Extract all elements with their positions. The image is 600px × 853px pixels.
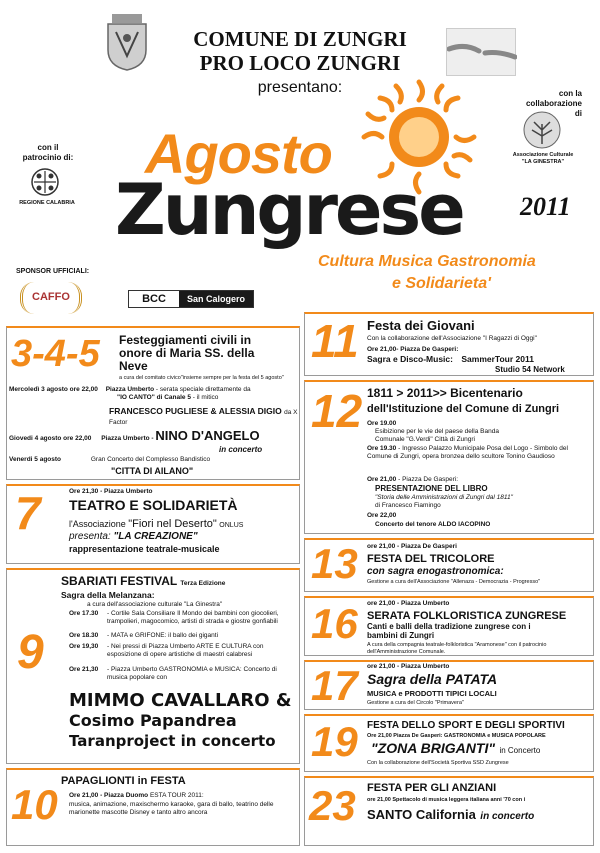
event-3-4-5-number: 3-4-5 — [11, 333, 100, 375]
event-19 — [304, 714, 594, 772]
event-23-title: FESTA PER GLI ANZIANI — [367, 782, 497, 794]
event-12-t3-row — [367, 476, 587, 484]
event-7-presenta — [69, 531, 198, 542]
event-7 — [6, 484, 300, 564]
event-10-tour: ESTA TOUR 2011: — [149, 792, 204, 799]
day3-name: "CITTA DI AILANO" — [111, 466, 194, 476]
event-19-number: 19 — [311, 718, 358, 765]
event-13-sub: con sagra enogastronomica: — [367, 566, 504, 577]
bcc-text: BCC — [129, 291, 179, 307]
presenta-label: presenta: — [69, 531, 111, 542]
event-10-desc: musica, animazione, maxischermo karaoke, gara di ballo, teatrino delle marionette mascotte Disney e tanto altro ancora — [69, 801, 274, 816]
event-12-t3: Ore 21,00 — [367, 476, 397, 483]
event-17-sub: MUSICA e PRODOTTI TIPICI LOCALI — [367, 689, 497, 698]
event-11-collab: Con la collaborazione dell'Associazione "I Ragazzi di Oggi" — [367, 335, 537, 342]
title-word-agosto: Agosto — [145, 122, 332, 185]
schedule-text: - MATA e GRIFONE: il ballo dei giganti — [107, 632, 219, 639]
schedule-row — [69, 610, 297, 632]
sponsor-label: SPONSOR UFFICIALI: — [16, 268, 90, 275]
title-word-zungrese: Zungrese — [115, 169, 463, 251]
assoc-pre: l'Associazione — [69, 519, 126, 529]
day3-text: Gran Concerto del Complesso Bandistico — [90, 456, 211, 463]
event-12-t3-text: - Piazza De Gasperi: — [398, 476, 459, 483]
event-9 — [6, 568, 300, 764]
day2-name: NINO D'ANGELO — [155, 428, 260, 443]
schedule-text: - Piazza Umberto GASTRONOMIA e MUSICA: Concerto di musica popolare con — [107, 666, 277, 681]
event-12-title1: 1811 > 2011>> Bicentenario — [367, 386, 523, 400]
day1-show2: - il mitico — [192, 394, 219, 401]
event-13-title: FESTA DEL TRICOLORE — [367, 553, 495, 565]
day1-factor: da X Factor — [109, 409, 298, 426]
collab-name: Associazione Culturale "LA GINESTRA" — [512, 152, 574, 165]
header-line-1: COMUNE DI ZUNGRI — [193, 27, 407, 51]
event-12-t1-text: Esibizione per le vie del paese della Banda Comunale "G.Verdi" Città di Zungri — [375, 428, 499, 443]
event-11 — [304, 312, 594, 376]
event-12-book-title: "Storia delle Amministrazioni di Zungri dal 1811" — [375, 494, 513, 501]
day1-artists — [109, 406, 299, 426]
event-10-number: 10 — [11, 781, 58, 828]
event-12-t2-text: - Ingresso Palazzo Municipale Posa del Logo - Simbolo del Comune di Zungri, opera bronzea dello scultore Tonino Gaudioso — [367, 445, 568, 460]
event-11-line — [367, 354, 534, 364]
event-9-edition: Terza Edizione — [180, 580, 226, 587]
event-9-big3: Taranproject in concerto — [69, 732, 276, 750]
event-3-4-5-note: a cura del comitato civico"insieme sempre per la festa del 5 agosto" — [119, 375, 284, 381]
event-16-number: 16 — [311, 600, 358, 647]
caffo-logo-text: CAFFO — [32, 291, 70, 303]
event-23-big: SANTO California — [367, 807, 476, 822]
event-12-t4-text: Concerto del tenore ALDO IACOPINO — [375, 521, 491, 528]
event-3-4-5-day1 — [9, 386, 297, 402]
event-12-book-author: di Francesco Fiamingo — [375, 502, 441, 509]
collab-label: con la collaborazione di — [525, 89, 582, 118]
michelangelo-hands-image — [446, 28, 516, 76]
schedule-row — [69, 643, 297, 666]
day1-show: "IO CANTO" di Canale 5 — [117, 394, 191, 401]
event-3-4-5-day2 — [9, 428, 299, 443]
event-12-t2: Ore 19.30 — [367, 445, 397, 452]
event-13 — [304, 538, 594, 592]
event-9-big1: MIMMO CAVALLARO & — [69, 690, 292, 711]
event-11-tour: SammerTour 2011 — [461, 354, 534, 364]
patrocinio-label: con il patrocinio di: — [22, 143, 74, 162]
event-12-t4: Ore 22,00 — [367, 512, 397, 519]
event-23-big-post: in concerto — [480, 811, 535, 822]
event-16-time: ore 21,00 - Piazza Umberto — [367, 600, 450, 607]
event-12-title2: dell'Istituzione del Comune di Zungri — [367, 403, 560, 415]
schedule-text: - Nei pressi di Piazza Umberto ARTE E CULTURA con esposizione di opere artistiche di maestri calabresi — [107, 643, 264, 658]
event-9-number: 9 — [17, 626, 44, 679]
event-13-number: 13 — [311, 540, 358, 587]
regione-calabria-logo-icon — [30, 167, 60, 197]
event-19-big: "ZONA BRIGANTI" — [371, 740, 495, 756]
event-7-desc: rappresentazione teatrale-musicale — [69, 544, 220, 554]
event-23-time: ore 21,00 Spettacolo di musica leggera italiana anni '70 con i — [367, 797, 526, 803]
title-year: 2011 — [520, 192, 571, 221]
event-9-care: a cura dell'associazione culturale "La Ginestra" — [87, 601, 223, 608]
event-17-title: Sagra della PATATA — [367, 671, 498, 687]
assoc-post: ONLUS — [219, 522, 244, 529]
event-7-number: 7 — [15, 487, 41, 539]
event-12 — [304, 380, 594, 534]
day1-text: - serata speciale direttamente da — [155, 386, 251, 393]
event-10 — [6, 768, 300, 846]
schedule-time: Ore 18.30 — [69, 632, 99, 639]
event-9-title-text: SBARIATI FESTIVAL — [61, 574, 178, 588]
schedule-row — [69, 666, 297, 684]
event-19-care: Con la collaborazione dell'Società Sportiva SSD Zungrese — [367, 760, 509, 766]
event-13-time: ore 21,00 - Piazza De Gasperi — [367, 543, 457, 550]
event-10-title: PAPAGLIONTI in FESTA — [61, 775, 186, 787]
event-11-line-text: Sagra e Disco-Music: — [367, 354, 453, 364]
day2-date: Giovedi 4 agosto ore 22,00 — [9, 435, 92, 442]
event-13-care: Gestione a cura dell'Associazione "Allenaza - Democrazia - Progresso" — [367, 579, 541, 585]
event-7-title: TEATRO E SOLIDARIETÀ — [69, 497, 238, 513]
event-12-book: PRESENTAZIONE DEL LIBRO — [375, 484, 488, 493]
event-11-studio: Studio 54 Network — [495, 365, 565, 374]
event-7-assoc — [69, 518, 243, 530]
day1-place: Piazza Umberto — [105, 386, 155, 393]
event-12-t2-row — [367, 445, 587, 461]
event-9-sagra: Sagra della Melanzana: — [61, 590, 155, 600]
event-7-time: Ore 21,30 - Piazza Umberto — [69, 488, 153, 495]
event-11-title: Festa dei Giovani — [367, 318, 475, 333]
show-title: "LA CREAZIONE" — [113, 531, 198, 542]
event-9-title — [61, 574, 225, 591]
event-19-title: FESTA DELLO SPORT E DEGLI SPORTIVI — [367, 720, 565, 731]
patrocinio-name: REGIONE CALABRIA — [19, 200, 75, 206]
zungri-coat-of-arms — [104, 12, 150, 72]
event-17-time: ore 21,00 - Piazza Umberto — [367, 663, 450, 670]
presentano-label: presentano: — [257, 79, 343, 96]
bcc-logo — [128, 290, 254, 308]
caffo-logo — [20, 282, 82, 314]
day3-date: Venerdi 5 agosto — [9, 456, 62, 463]
schedule-time: Ore 21,30 — [69, 666, 99, 673]
event-11-time: Ore 21,00- Piazza De Gasperi: — [367, 346, 459, 353]
event-23-big-row — [367, 806, 534, 824]
event-3-4-5-title: Festeggiamenti civili in onore di Maria SS. della Neve — [119, 333, 255, 373]
event-11-number: 11 — [311, 315, 359, 367]
event-23-number: 23 — [309, 782, 356, 829]
event-16-sub: Canti e balli della tradizione zungrese con i bambini di Zungri — [367, 622, 531, 640]
day1-date: Mercoledì 3 agosto ore 22,00 — [9, 386, 98, 393]
event-17-care: Gestione a cura del Circolo "Primavera" — [367, 700, 464, 706]
event-16-title: SERATA FOLKLORISTICA ZUNGRESE — [367, 610, 567, 622]
event-23 — [304, 776, 594, 846]
subtitle-line-1: Cultura Musica Gastronomia — [318, 253, 536, 270]
event-19-big-row — [371, 740, 540, 758]
ginestra-logo-icon — [522, 110, 562, 150]
san-calogero-text: San Calogero — [179, 291, 253, 307]
event-10-time — [69, 792, 297, 800]
schedule-time: Ore 19,30 — [69, 643, 99, 650]
day2-sub: in concerto — [219, 445, 263, 454]
event-9-schedule — [69, 610, 297, 684]
day1-names: FRANCESCO PUGLIESE & ALESSIA DIGIO — [109, 406, 282, 416]
event-3-4-5-day3 — [9, 456, 299, 464]
event-16-care: A cura della compagnia teatrale-folkloristica "Aramonese" con il patrocinio dell'Amministrazione Comunale. — [367, 642, 547, 655]
event-12-t1: Ore 19.00 — [367, 420, 397, 427]
event-10-time-text: Ore 21,00 - Piazza Duomo — [69, 792, 149, 799]
event-16 — [304, 596, 594, 656]
header-line-2: PRO LOCO ZUNGRI — [199, 51, 401, 75]
assoc-name: "Fiori nel Deserto" — [128, 518, 217, 530]
schedule-time: Ore 17.30 — [69, 610, 99, 617]
subtitle-line-2: e Solidarieta' — [392, 275, 491, 292]
event-17 — [304, 660, 594, 710]
event-17-number: 17 — [311, 662, 358, 709]
schedule-row — [69, 632, 297, 643]
event-9-big2: Cosimo Papandrea — [69, 711, 237, 730]
event-12-number: 12 — [311, 385, 363, 437]
event-19-big-post: in Concerto — [499, 746, 541, 755]
schedule-text: - Cortile Sala Consiliare Il Mondo dei bambini con giocolieri, trampolieri, magocomico, artisti di strada e giostre gonfiabili — [107, 610, 279, 625]
event-3-4-5 — [6, 326, 300, 480]
event-19-time: Ore 21,00 Piazza De Gasperi: GASTRONOMIA e MUSICA POPOLARE — [367, 733, 546, 739]
day2-place: Piazza Umberto - — [101, 435, 154, 442]
